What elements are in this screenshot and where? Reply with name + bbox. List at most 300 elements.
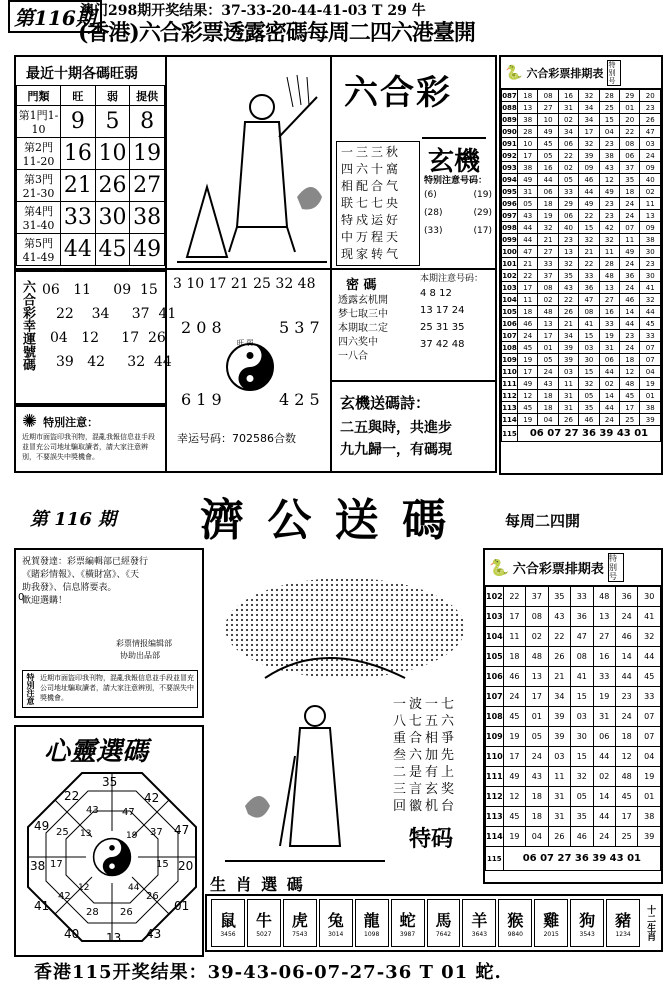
- schedule-cell: 18: [526, 787, 548, 807]
- schedule-cell: 32: [579, 90, 599, 102]
- top-art-frame: [167, 55, 332, 270]
- zodiac-animal-icon: 龍: [363, 911, 380, 930]
- schedule-cell: 22: [558, 294, 578, 306]
- mima-title: 密 碼: [346, 278, 377, 293]
- schedule-cell: 37: [620, 162, 640, 174]
- schedule-period: 101: [502, 259, 517, 268]
- schedule-cell: 13: [526, 667, 548, 687]
- schedule-cell: 16: [558, 90, 578, 102]
- hot-row-label: 第1門1-10: [17, 106, 61, 138]
- xuanji-poem-line: 特戍运好: [341, 213, 402, 227]
- schedule-cell: 15: [579, 366, 599, 378]
- schedule-row: [502, 186, 661, 198]
- schedule-period: 112: [502, 391, 517, 400]
- schedule-cell: 43: [518, 210, 538, 222]
- schedule-cell: 11: [640, 198, 661, 210]
- schedule-cell: 36: [571, 607, 593, 627]
- schedule-period: 102: [502, 271, 517, 280]
- schedule-cell: 04: [599, 126, 619, 138]
- schedule-period: 102: [486, 587, 504, 607]
- schedule-cell: 04: [638, 747, 661, 767]
- hot-cell: 8: [130, 106, 165, 138]
- zodiac-animal-icon: 虎: [291, 911, 308, 930]
- schedule-row: [502, 138, 661, 150]
- macau-result-line: 澳门298期开奖结果：37-33-20-44-41-03 T 29 牛: [80, 3, 426, 19]
- schedule-cell: 24: [620, 198, 640, 210]
- schedule-cell: 23: [620, 330, 640, 342]
- schedule-cell: 44: [599, 402, 619, 414]
- schedule-cell: 39: [558, 342, 578, 354]
- schedule-cell: 11: [558, 378, 578, 390]
- xuanji-sub: 玄機: [422, 137, 486, 180]
- schedule-period: 107: [486, 687, 504, 707]
- schedule-cell: 15: [579, 330, 599, 342]
- xuanji-poem: [336, 141, 420, 266]
- bagua-left: 2 0 8: [181, 318, 222, 337]
- schedule-cell: 32: [538, 222, 558, 234]
- schedule-cell: 26: [640, 114, 661, 126]
- lucky-side-label: 六合彩幸運號碼: [20, 280, 35, 371]
- schedule-cell: 33: [579, 270, 599, 282]
- hot-header: 弱: [95, 86, 130, 106]
- schedule-cell: 17: [615, 807, 637, 827]
- schedule-cell: 03: [579, 342, 599, 354]
- bagua-bottom-left: 6 1 9: [181, 390, 222, 409]
- schedule-cell: 18: [620, 186, 640, 198]
- schedule-cell: 32: [579, 234, 599, 246]
- schedule-row: [486, 827, 661, 847]
- schedule-period: 105: [502, 307, 517, 316]
- zodiac-cell: [498, 899, 532, 947]
- schedule-cell: 03: [548, 747, 570, 767]
- schedule-row: [502, 102, 661, 114]
- schedule-cell: 25: [620, 414, 640, 426]
- schedule-row: [502, 126, 661, 138]
- schedule-cell: 23: [640, 102, 661, 114]
- schedule-cell: 18: [620, 354, 640, 366]
- schedule-cell: 02: [599, 378, 619, 390]
- special-num: (29): [473, 208, 492, 218]
- schedule-cell: 32: [599, 234, 619, 246]
- schedule-cell: 13: [558, 246, 578, 258]
- lucky-num: 37: [131, 306, 150, 322]
- schedule-row-latest: [502, 426, 661, 442]
- schedule-cell: 49: [599, 186, 619, 198]
- schedule-cell: 09: [579, 162, 599, 174]
- mima-num: 13 17 24: [420, 305, 465, 316]
- zodiac-cell: [606, 899, 640, 947]
- hot-table: [16, 85, 165, 266]
- schedule-cell: 12: [615, 747, 637, 767]
- schedule-period: 089: [502, 115, 517, 124]
- schedule-cell: 14: [615, 647, 637, 667]
- bagua-top-numbers: 3 10 17 21 25 32 48: [173, 276, 316, 292]
- schedule-cell: 30: [638, 587, 661, 607]
- schedule-cell: 18: [518, 306, 538, 318]
- schedule-cell: 06: [538, 186, 558, 198]
- schedule-cell: 41: [638, 607, 661, 627]
- schedule-cell: 15: [579, 222, 599, 234]
- ad-zero: 0: [18, 592, 25, 603]
- schedule-cell: 19: [503, 827, 525, 847]
- zodiac-animal-icon: 兔: [327, 911, 344, 930]
- schedule-cell: 43: [558, 282, 578, 294]
- schedule-row: [502, 378, 661, 390]
- schedule-period: 111: [502, 379, 517, 388]
- mima-line: 梦七取三中: [338, 309, 388, 320]
- wheel-inner: 26: [120, 907, 133, 918]
- schedule-cell: 46: [620, 294, 640, 306]
- schedule-period: 111: [486, 767, 504, 787]
- jigong-title: 濟 公 送 碼: [200, 495, 450, 546]
- schedule-cell: 28: [518, 126, 538, 138]
- schedule-cell: 33: [538, 258, 558, 270]
- zodiac-cell: [319, 899, 353, 947]
- xuanji-poem-line: 联七七央: [341, 196, 402, 210]
- schedule-cell: 45: [503, 707, 525, 727]
- hk-result-footer: 香港115开奖结果：39-43-06-07-27-36 T 01 蛇.: [34, 962, 502, 983]
- mima-line: 透露玄机開: [338, 295, 388, 306]
- schedule-cell: 24: [620, 258, 640, 270]
- hot-header: 旺: [61, 86, 96, 106]
- zodiac-cell: [247, 899, 281, 947]
- xinling-title: 心靈選碼: [44, 737, 149, 767]
- schedule-cell: 40: [640, 174, 661, 186]
- schedule-row: [486, 667, 661, 687]
- schedule-cell: 38: [640, 402, 661, 414]
- lucky-num: 34: [91, 306, 110, 322]
- lucky-num: 41: [158, 306, 177, 322]
- jigong-period: 第 116 期: [30, 509, 117, 530]
- mima-num: 37 42 48: [420, 339, 465, 350]
- schedule-row: [486, 687, 661, 707]
- schedule-cell: 17: [518, 282, 538, 294]
- schedule-cell: 03: [558, 366, 578, 378]
- schedule-cell: 31: [558, 390, 578, 402]
- schedule-row: [502, 306, 661, 318]
- schedule-cell: 23: [640, 258, 661, 270]
- schedule-cell: 46: [518, 318, 538, 330]
- schedule-cell: 40: [558, 222, 578, 234]
- schedule-cell: 44: [518, 222, 538, 234]
- wheel-outer: 43: [146, 927, 162, 941]
- schedule-cell: 36: [620, 270, 640, 282]
- mima-panel: [332, 270, 497, 382]
- zodiac-cell: [211, 899, 245, 947]
- hot-cell: 30: [95, 202, 130, 234]
- lucky-num: 15: [140, 282, 158, 298]
- schedule-cell: 39: [640, 414, 661, 426]
- wheel-outer: 40: [64, 927, 80, 941]
- schedule-cell: 46: [571, 827, 593, 847]
- notice-title: 特別注意：: [43, 415, 99, 429]
- schedule-cell: 06: [599, 354, 619, 366]
- schedule-cell: 13: [599, 282, 619, 294]
- schedule-period: 094: [502, 175, 517, 184]
- jigong-poem-line: 重合相爭: [393, 731, 458, 746]
- xinling-panel: [14, 725, 204, 957]
- schedule-cell: 24: [620, 282, 640, 294]
- wheel-inner: 28: [86, 907, 99, 918]
- schedule-cell: 28: [599, 258, 619, 270]
- schedule-cell: 07: [620, 222, 640, 234]
- schedule-cell: 26: [548, 827, 570, 847]
- special-num: (6): [424, 190, 437, 200]
- schedule-cell: 27: [599, 294, 619, 306]
- wheel-inner: 19: [126, 831, 138, 841]
- mima-note-title: 本期注意号码：: [420, 274, 484, 284]
- schedule-cell: 22: [620, 126, 640, 138]
- schedule-cell: 44: [538, 174, 558, 186]
- schedule-row: [486, 767, 661, 787]
- hot-cell: 9: [61, 106, 96, 138]
- schedule-cell: 18: [538, 390, 558, 402]
- schedule-cell: 21: [558, 318, 578, 330]
- wheel-inner: 15: [156, 859, 169, 870]
- jigong-poem-line: 八七五六: [393, 714, 458, 729]
- schedule-cell: 12: [599, 174, 619, 186]
- special-tag: 特别号: [607, 60, 621, 86]
- bagua-panel: [167, 270, 332, 473]
- schedule-period: 108: [486, 707, 504, 727]
- schedule-row: [486, 807, 661, 827]
- schedule-cell: 27: [538, 246, 558, 258]
- hot-row-label: 第2門11-20: [17, 138, 61, 170]
- ad-line: 《賭彩情報》、《橫財富》、《天: [22, 570, 140, 580]
- mima-text: [338, 294, 414, 364]
- schedule-period: 112: [486, 787, 504, 807]
- schedule-cell: 45: [615, 787, 637, 807]
- zodiac-animal-icon: 蛇: [399, 911, 416, 930]
- schedule-row: [502, 294, 661, 306]
- schedule-cell: 31: [558, 402, 578, 414]
- schedule-cell: 41: [579, 318, 599, 330]
- schedule-cell: 27: [538, 102, 558, 114]
- hot-cell: 49: [130, 234, 165, 266]
- schedule-cell: 16: [593, 647, 615, 667]
- zodiac-cell: [570, 899, 604, 947]
- hot-cell: 33: [61, 202, 96, 234]
- schedule-cell: 24: [538, 366, 558, 378]
- schedule-row: [502, 234, 661, 246]
- schedule-cell: 44: [638, 647, 661, 667]
- schedule-cell: 16: [599, 306, 619, 318]
- zodiac-cell: [391, 899, 425, 947]
- schedule-cell: 45: [518, 342, 538, 354]
- schedule-cell: 45: [640, 318, 661, 330]
- schedule-cell: 02: [558, 162, 578, 174]
- zodiac-numbers: 3456: [220, 931, 236, 938]
- schedule-bottom: [483, 548, 663, 884]
- schedule-cell: 15: [599, 114, 619, 126]
- schedule-cell: 18: [538, 198, 558, 210]
- sage-figure-illustration: [167, 57, 330, 268]
- wheel-inner: 44: [128, 883, 140, 893]
- ad-line: 歡迎選購！: [22, 596, 68, 606]
- schedule-cell: 27: [593, 627, 615, 647]
- schedule-row: [502, 282, 661, 294]
- schedule-cell: 46: [615, 627, 637, 647]
- ad-notice-label: 特別注意: [26, 673, 35, 705]
- schedule-cell: 39: [558, 354, 578, 366]
- schedule-cell: 39: [638, 827, 661, 847]
- zodiac-numbers: 7642: [435, 931, 452, 938]
- schedule-cell: 12: [620, 366, 640, 378]
- schedule-cell: 02: [538, 294, 558, 306]
- schedule-cell: 46: [579, 414, 599, 426]
- schedule-cell: 37: [526, 587, 548, 607]
- schedule-cell: 34: [579, 102, 599, 114]
- mima-note: [420, 274, 492, 353]
- schedule-row: [502, 198, 661, 210]
- schedule-title: 六合彩票排期表: [512, 562, 604, 577]
- schedule-cell: 18: [615, 727, 637, 747]
- hot-cell: 26: [95, 170, 130, 202]
- jigong-poem-line: 一波一七: [393, 697, 458, 712]
- schedule-cell: 47: [640, 126, 661, 138]
- schedule-period: 110: [502, 367, 517, 376]
- schedule-cell: 34: [558, 330, 578, 342]
- schedule-cell: 33: [599, 318, 619, 330]
- schedule-cell: 39: [548, 727, 570, 747]
- schedule-period: 115: [486, 847, 504, 871]
- schedule-row: [502, 342, 661, 354]
- star-burst-icon: ✺: [22, 411, 38, 432]
- schedule-cell: 32: [579, 138, 599, 150]
- zodiac-cell: [355, 899, 389, 947]
- zodiac-numbers: 7543: [292, 931, 308, 938]
- schedule-row: [502, 210, 661, 222]
- mima-num: 25 31 35: [420, 322, 465, 333]
- schedule-title: 六合彩票排期表: [526, 66, 604, 80]
- schedule-cell: 05: [571, 787, 593, 807]
- hot-header: 門類: [17, 86, 61, 106]
- schedule-cell: 49: [518, 378, 538, 390]
- mima-line: 四六奖中: [338, 337, 378, 348]
- schedule-cell: 44: [518, 234, 538, 246]
- schedule-row: [486, 627, 661, 647]
- schedule-cell: 48: [620, 378, 640, 390]
- schedule-cell: 06: [620, 150, 640, 162]
- zodiac-cell: [427, 899, 461, 947]
- schedule-cell: 01: [638, 787, 661, 807]
- schedule-row: [502, 150, 661, 162]
- schedule-cell: 03: [571, 707, 593, 727]
- lucky-num: 11: [73, 282, 92, 298]
- zodiac-animal-icon: 猴: [507, 911, 524, 930]
- zodiac-animal-icon: 鼠: [219, 911, 236, 930]
- hot-cell: 10: [95, 138, 130, 170]
- schedule-cell: 43: [599, 162, 619, 174]
- schedule-cell: 05: [518, 198, 538, 210]
- schedule-period: 109: [502, 355, 517, 364]
- schedule-cell: 25: [615, 827, 637, 847]
- lucky-num: 09: [113, 282, 132, 298]
- schedule-cell: 23: [599, 138, 619, 150]
- schedule-cell: 18: [538, 402, 558, 414]
- schedule-cell: 35: [558, 270, 578, 282]
- zodiac-animal-icon: 豬: [615, 911, 632, 930]
- schedule-cell: 18: [503, 647, 525, 667]
- schedule-cell: 04: [640, 366, 661, 378]
- schedule-cell: 13: [593, 607, 615, 627]
- schedule-cell: 32: [558, 258, 578, 270]
- schedule-cell: 49: [518, 174, 538, 186]
- jigong-poem-line: 回徽机台: [393, 799, 458, 814]
- lucky-num: 04: [50, 330, 68, 346]
- hot-cell: 21: [61, 170, 96, 202]
- wheel-outer: 22: [64, 789, 80, 803]
- schedule-cell: 24: [620, 342, 640, 354]
- jigong-poem: [393, 696, 481, 815]
- schedule-latest-result: 06 07 27 36 39 43 01: [503, 847, 660, 871]
- schedule-cell: 10: [518, 138, 538, 150]
- schedule-cell: 48: [615, 767, 637, 787]
- yin-yang-icon: [225, 342, 275, 392]
- schedule-row: [502, 174, 661, 186]
- schedule-period: 106: [502, 319, 517, 328]
- schedule-cell: 29: [620, 90, 640, 102]
- schedule-cell: 05: [538, 354, 558, 366]
- schedule-cell: 26: [548, 647, 570, 667]
- schedule-cell: 31: [548, 807, 570, 827]
- hot-table-panel: [14, 55, 167, 270]
- schedule-cell: 08: [571, 647, 593, 667]
- jigong-figure-area: [205, 696, 480, 871]
- schedule-cell: 23: [615, 687, 637, 707]
- schedule-cell: 44: [599, 366, 619, 378]
- schedule-row: [502, 402, 661, 414]
- lucky-num: 22: [56, 306, 74, 322]
- schedule-cell: 07: [640, 354, 661, 366]
- schedule-row: [486, 607, 661, 627]
- schedule-cell: 44: [615, 667, 637, 687]
- schedule-cell: 38: [518, 114, 538, 126]
- schedule-cell: 24: [526, 747, 548, 767]
- schedule-cell: 30: [571, 727, 593, 747]
- lucky-num: 39: [56, 354, 74, 370]
- schedule-period: 109: [486, 727, 504, 747]
- schedule-row: [502, 366, 661, 378]
- schedule-row: [502, 390, 661, 402]
- schedule-row: [502, 330, 661, 342]
- schedule-cell: 19: [518, 414, 538, 426]
- schedule-cell: 19: [599, 330, 619, 342]
- schedule-row: [502, 258, 661, 270]
- schedule-period: 108: [502, 343, 517, 352]
- schedule-row: [486, 647, 661, 667]
- tree-landscape-illustration: [205, 548, 480, 696]
- schedule-cell: 05: [526, 727, 548, 747]
- schedule-cell: 19: [538, 210, 558, 222]
- special-num: (19): [473, 190, 492, 200]
- schedule-period: 087: [502, 91, 517, 100]
- schedule-period: 088: [502, 103, 517, 112]
- schedule-cell: 48: [526, 647, 548, 667]
- schedule-cell: 09: [640, 162, 661, 174]
- schedule-row: [502, 270, 661, 282]
- schedule-period: 104: [486, 627, 504, 647]
- zodiac-animal-icon: 雞: [543, 911, 560, 930]
- mima-line: 本期取二定: [338, 323, 388, 334]
- schedule-cell: 18: [526, 807, 548, 827]
- jigong-poem-line: 二是有上: [393, 765, 458, 780]
- schedule-cell: 06: [593, 727, 615, 747]
- schedule-period: 114: [502, 415, 517, 424]
- schedule-cell: 26: [558, 414, 578, 426]
- schedule-period: 092: [502, 151, 517, 160]
- hot-cell: 5: [95, 106, 130, 138]
